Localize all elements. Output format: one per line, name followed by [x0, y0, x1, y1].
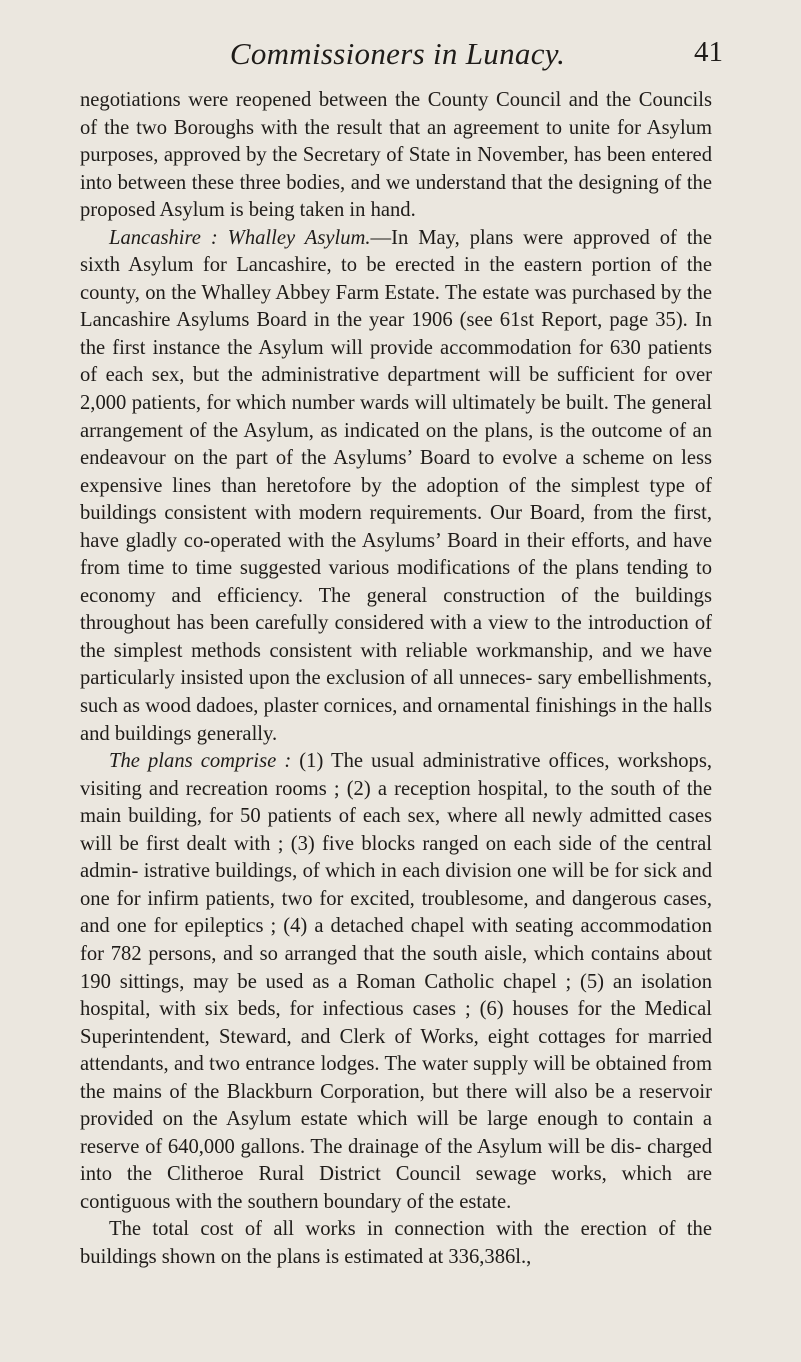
paragraph-text: —In May, plans were approved of the sixth Asylum for Lancashire, to be erected in the eastern portion of the county, on the Whalley Abbey Farm Estate. The estate was purchased by the Lancashire Asylums Board in the year 1906 (see 61st Report, page 35). In the first instance the Asylum will provide accommodation for 630 patients of each sex, but the administrative department will be sufficient for over 2,000 patients, for which number wards will ultimately be built. The general arrangement of the Asylum, as indicated on the plans, is the outcome of an endeavour on the part of the Asylums’ Board to evolve a scheme on less expensive lines than heretofore by the adoption of the simplest type of buildings consistent with modern requirements. Our Board, from the first, have gladly co-operated with the Asylums’ Board in their efforts, and have from time to time suggested various modifications of the plans tending to economy and efficiency. The general construction of the buildings throughout has been carefully considered with a view to the introduction of the simplest methods consistent with reliable workmanship, and we have particularly insisted upon the exclusion of all unneces- sary embellishments, such as wood dadoes, plaster cornices, and ornamental finishings in the halls and buildings generally.	[80, 226, 712, 745]
paragraph-cost	[80, 1216, 712, 1271]
paragraph-whalley-asylum	[80, 225, 712, 748]
paragraph-text: (1) The usual administrative offices, workshops, visiting and recreation rooms ; (2) a reception hospital, to the south of the main building, for 50 patients of each sex, where all newly admitted cases will be first dealt with ; (3) five blocks ranged on each side of the central admin- istrative buildings, of which in each division one will be for sick and one for infirm patients, two for excited, troublesome, and dangerous cases, and one for epileptics ; (4) a detached chapel with seating accommodation for 782 persons, and so arranged that the south aisle, which contains about 190 sittings, may be used as a Roman Catholic chapel ; (5) an isolation hospital, with six beds, for infectious cases ; (6) houses for the Medical Superintendent, Steward, and Clerk of Works, eight cottages for married attendants, and two entrance lodges. The water supply will be obtained from the mains of the Blackburn Corporation, but there will also be a reservoir provided on the Asylum estate which will be large enough to contain a reserve of 640,000 gallons. The drainage of the Asylum will be dis- charged into the Clitheroe Rural District Council sewage works, which are contiguous with the southern boundary of the estate.	[80, 750, 712, 1213]
paragraph-text: negotiations were reopened between the County Council and the Councils of the two Boroughs with the result that an agreement to unite for Asylum purposes, approved by the Secretary of State in November, has been entered into between these three bodies, and we understand that the designing of the proposed Asylum is being taken in hand.	[80, 89, 712, 222]
paragraph-continuation	[80, 87, 712, 225]
page-number: 41	[694, 36, 723, 68]
paragraph-plans	[80, 748, 712, 1216]
section-heading: The plans comprise :	[109, 750, 292, 773]
running-title: Commissioners in Lunacy.	[229, 36, 566, 71]
body-text	[80, 87, 712, 1272]
paragraph-text: The total cost of all works in connection with the erection of the buildings shown on the plans is estimated at 336,386l.,	[80, 1218, 712, 1268]
section-heading: Lancashire : Whalley Asylum.	[109, 226, 371, 249]
page-header	[78, 36, 723, 82]
